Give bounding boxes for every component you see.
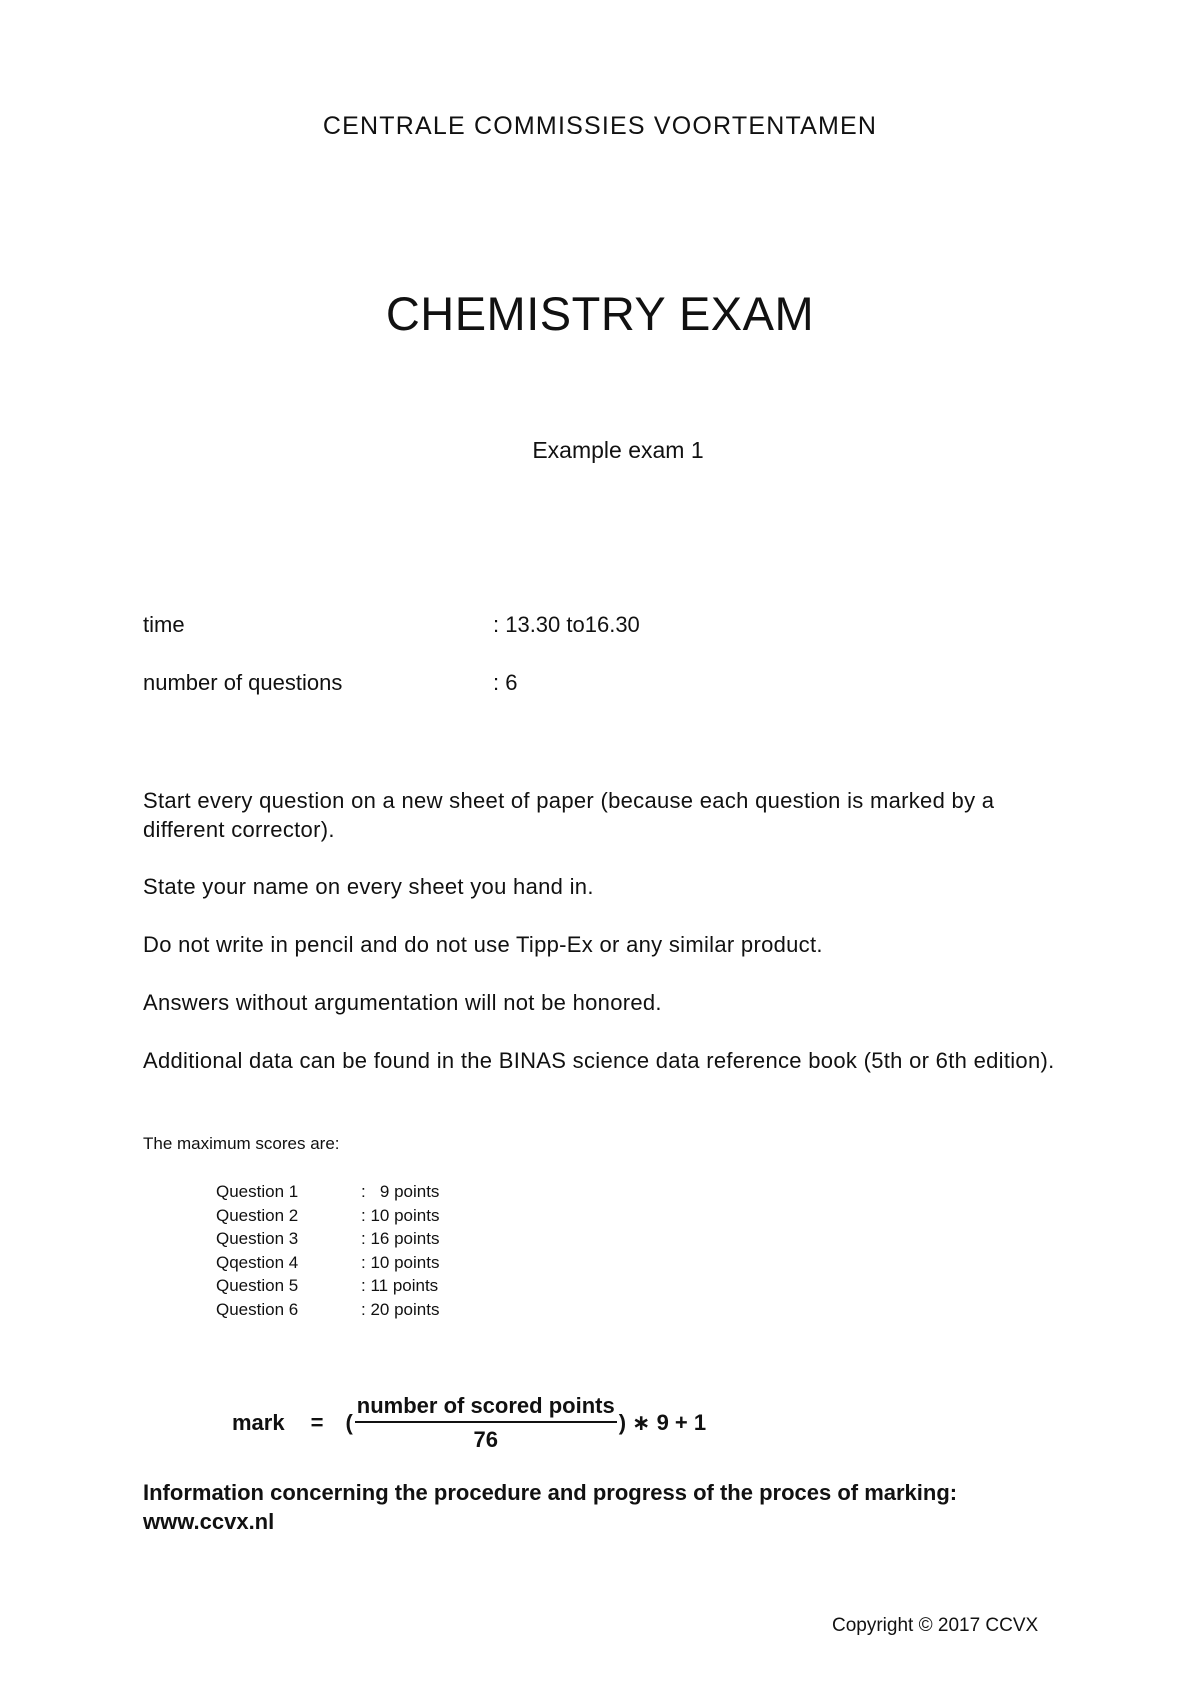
question-points: : 10 points: [361, 1205, 440, 1225]
question-points: : 20 points: [361, 1299, 440, 1319]
question-points: : 11 points: [361, 1276, 439, 1295]
instruction-state-name: State your name on every sheet you hand in.: [143, 874, 594, 899]
table-row: [216, 1180, 439, 1204]
question-label: Question 3: [216, 1229, 299, 1248]
max-scores-heading: The maximum scores are:: [143, 1134, 340, 1153]
table-row: [216, 1274, 439, 1298]
copyright-notice: Copyright © 2017 CCVX: [832, 1615, 1039, 1636]
question-label: Question 5: [216, 1276, 299, 1295]
question-label: Question 2: [216, 1205, 299, 1225]
instruction-no-pencil: Do not write in pencil and do not use Tipp-Ex or any similar product.: [143, 932, 823, 957]
marking-info-text: Information concerning the procedure and progress of the proces of marking:: [143, 1480, 958, 1505]
mark-formula: [232, 1388, 706, 1458]
formula-denominator: 76: [473, 1427, 498, 1452]
marking-information: [143, 1478, 1083, 1536]
question-label: Question 6: [216, 1299, 299, 1319]
instruction-binas: Additional data can be found in the BINAS science data reference book (5th or 6th edition).: [143, 1048, 1055, 1073]
table-row: [216, 1227, 439, 1251]
instruction-new-sheet: Start every question on a new sheet of paper (because each question is marked by a different corrector).: [143, 788, 995, 842]
formula-numerator: number of scored points: [355, 1393, 617, 1423]
questions-label: number of questions: [143, 670, 343, 695]
table-row: [216, 1204, 439, 1228]
formula-equals-sign: =: [310, 1410, 324, 1435]
exam-subtitle: Example exam 1: [532, 437, 704, 463]
instruction-argumentation: Answers without argumentation will not be honored.: [143, 990, 662, 1015]
question-points: : 16 points: [361, 1229, 440, 1248]
table-row: [216, 1251, 439, 1275]
marking-info-url[interactable]: www.ccvx.nl: [143, 1509, 275, 1534]
questions-value: : 6: [493, 670, 518, 695]
question-label: Qqestion 4: [216, 1252, 299, 1272]
exam-title: CHEMISTRY EXAM: [385, 287, 815, 340]
question-points: : 10 points: [361, 1252, 440, 1272]
formula-mark-label: mark: [232, 1410, 285, 1435]
organization-name: CENTRALE COMMISSIES VOORTENTAMEN: [322, 112, 878, 140]
formula-close-paren: ): [618, 1410, 627, 1435]
formula-fraction: [355, 1393, 617, 1453]
max-scores-table: [216, 1180, 439, 1321]
formula-open-paren: (: [345, 1410, 353, 1435]
question-points: : 9 points: [361, 1182, 440, 1201]
time-value: : 13.30 to16.30: [493, 612, 640, 637]
question-label: Question 1: [216, 1182, 299, 1201]
formula-tail: ∗ 9 + 1: [632, 1410, 707, 1435]
time-label: time: [143, 612, 185, 637]
table-row: [216, 1298, 439, 1322]
